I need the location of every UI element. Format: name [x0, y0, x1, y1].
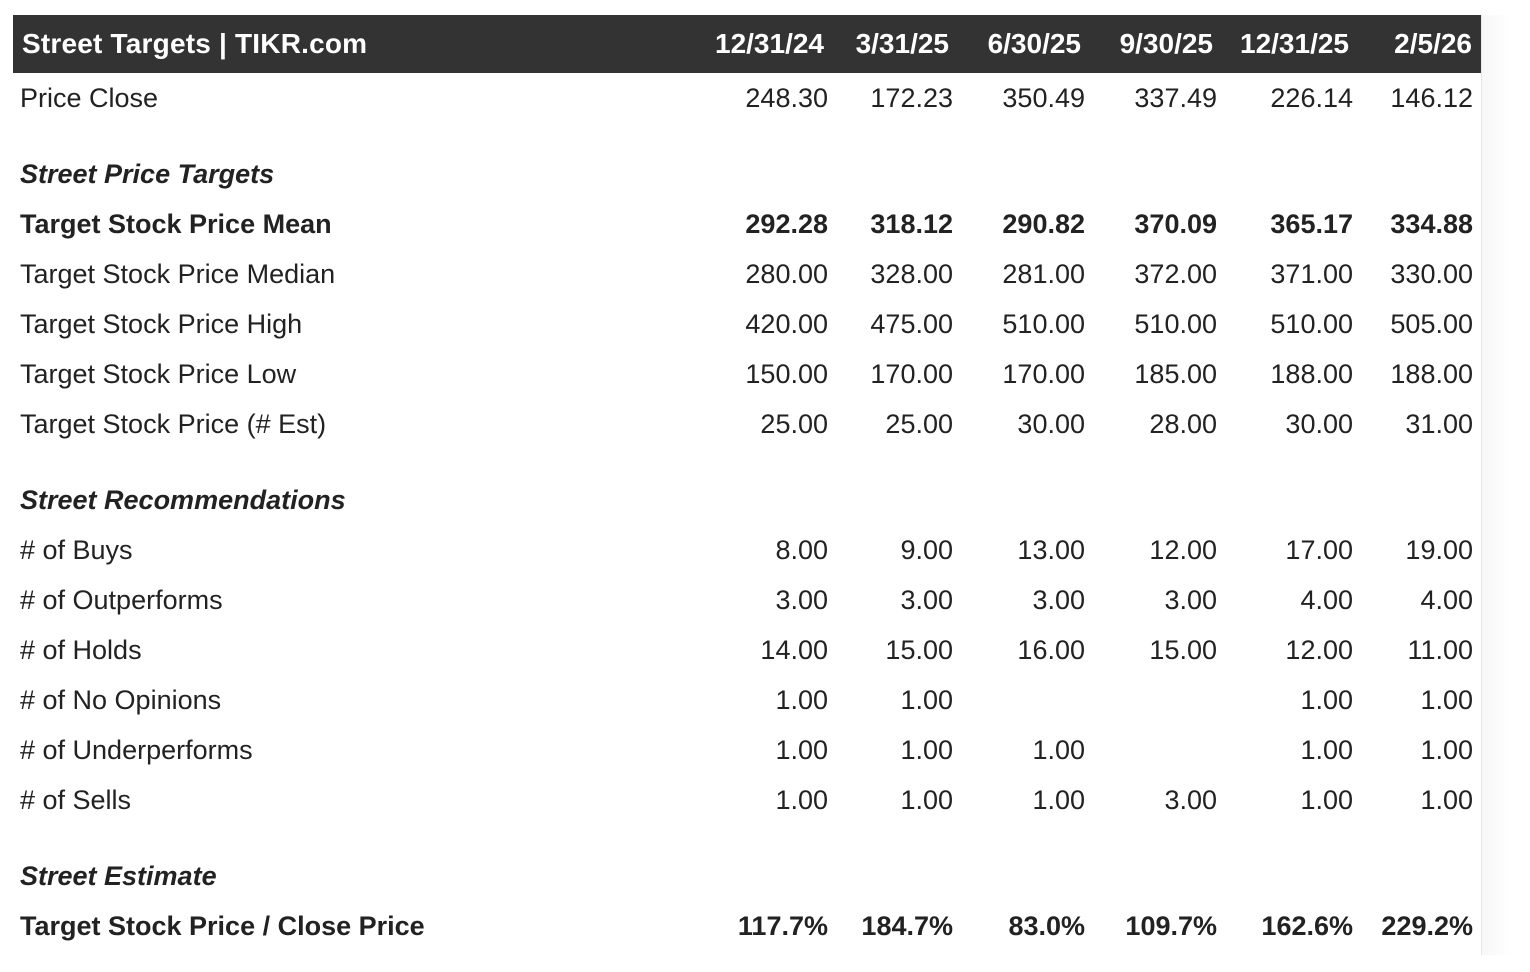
table-cell: 505.00 — [1390, 309, 1473, 339]
table-row-target-num-est — [13, 401, 1481, 451]
table-row-target-low — [13, 351, 1481, 401]
table-cell: 172.23 — [870, 83, 953, 113]
row-label: # of Holds — [20, 635, 142, 665]
table-cell: 14.00 — [760, 635, 828, 665]
section-header-recommendations — [13, 477, 1481, 527]
table-cell: 170.00 — [1002, 359, 1085, 389]
table-cell: 365.17 — [1270, 209, 1353, 239]
column-header[interactable]: 2/5/26 — [1394, 28, 1472, 59]
table-cell: 1.00 — [775, 735, 828, 765]
table-cell: 3.00 — [900, 585, 953, 615]
table-cell: 350.49 — [1002, 83, 1085, 113]
table-cell: 318.12 — [870, 209, 953, 239]
table-cell: 328.00 — [870, 259, 953, 289]
table-cell: 1.00 — [1032, 735, 1085, 765]
table-cell: 1.00 — [1300, 685, 1353, 715]
table-row-target-mean — [13, 201, 1481, 251]
row-label: Target Stock Price Mean — [20, 209, 332, 239]
table-row-target-median — [13, 251, 1481, 301]
table-cell: 3.00 — [1032, 585, 1085, 615]
table-cell: 1.00 — [1420, 685, 1473, 715]
table-cell: 1.00 — [1420, 735, 1473, 765]
table-cell: 19.00 — [1405, 535, 1473, 565]
table-cell: 150.00 — [745, 359, 828, 389]
table-row-target-high — [13, 301, 1481, 351]
table-cell: 229.2% — [1381, 911, 1473, 941]
table-cell: 12.00 — [1285, 635, 1353, 665]
row-label: # of Outperforms — [20, 585, 223, 615]
table-cell: 334.88 — [1390, 209, 1473, 239]
table-cell: 337.49 — [1134, 83, 1217, 113]
table-cell: 30.00 — [1285, 409, 1353, 439]
row-label: Target Stock Price Low — [20, 359, 297, 389]
table-row-sells — [13, 777, 1481, 827]
table-cell: 475.00 — [870, 309, 953, 339]
table-row-outperforms — [13, 577, 1481, 627]
table-cell: 170.00 — [870, 359, 953, 389]
table-cell: 1.00 — [775, 785, 828, 815]
table-cell: 248.30 — [745, 83, 828, 113]
table-cell: 226.14 — [1270, 83, 1353, 113]
table-cell: 1.00 — [775, 685, 828, 715]
table-cell: 281.00 — [1002, 259, 1085, 289]
row-label: Target Stock Price / Close Price — [20, 911, 425, 941]
table-cell: 13.00 — [1017, 535, 1085, 565]
table-cell: 3.00 — [1164, 585, 1217, 615]
table-cell: 371.00 — [1270, 259, 1353, 289]
table-cell: 8.00 — [775, 535, 828, 565]
table-cell: 1.00 — [1300, 785, 1353, 815]
table-cell: 1.00 — [1032, 785, 1085, 815]
section-title: Street Estimate — [20, 861, 217, 891]
section-title: Street Price Targets — [20, 159, 275, 189]
table-cell: 162.6% — [1261, 911, 1353, 941]
table-cell: 25.00 — [760, 409, 828, 439]
table-cell: 15.00 — [885, 635, 953, 665]
table-cell: 12.00 — [1149, 535, 1217, 565]
table-cell: 330.00 — [1390, 259, 1473, 289]
table-cell: 16.00 — [1017, 635, 1085, 665]
table-row-price-close — [13, 75, 1481, 125]
column-header[interactable]: 12/31/25 — [1240, 28, 1349, 59]
table-row-holds — [13, 627, 1481, 677]
table-cell: 83.0% — [1008, 911, 1085, 941]
table-cell: 25.00 — [885, 409, 953, 439]
table-cell: 280.00 — [745, 259, 828, 289]
section-header-estimate — [13, 853, 1481, 903]
table-row-buys — [13, 527, 1481, 577]
table-cell: 1.00 — [1420, 785, 1473, 815]
table-cell: 9.00 — [900, 535, 953, 565]
table-cell: 372.00 — [1134, 259, 1217, 289]
table-cell: 1.00 — [900, 785, 953, 815]
section-header-price-targets — [13, 151, 1481, 201]
table-cell: 510.00 — [1134, 309, 1217, 339]
table-cell: 109.7% — [1125, 911, 1217, 941]
section-title: Street Recommendations — [20, 485, 346, 515]
table-cell: 117.7% — [737, 911, 828, 941]
row-label: Price Close — [20, 83, 159, 113]
table-cell: 292.28 — [745, 209, 828, 239]
table-row-target-over-close — [13, 903, 1481, 953]
table-cell: 15.00 — [1149, 635, 1217, 665]
table-cell: 510.00 — [1002, 309, 1085, 339]
table-cell: 1.00 — [1300, 735, 1353, 765]
table-cell: 11.00 — [1407, 635, 1473, 665]
column-header[interactable]: 9/30/25 — [1119, 28, 1213, 59]
row-label: # of Underperforms — [20, 735, 253, 765]
row-label: # of Sells — [20, 785, 132, 815]
table-header — [13, 15, 1481, 73]
table-cell: 4.00 — [1300, 585, 1353, 615]
table-cell: 188.00 — [1390, 359, 1473, 389]
table-cell: 31.00 — [1405, 409, 1473, 439]
table-cell: 370.09 — [1134, 209, 1217, 239]
column-header[interactable]: 6/30/25 — [987, 28, 1081, 59]
table-cell: 510.00 — [1270, 309, 1353, 339]
row-label: # of Buys — [20, 535, 133, 565]
table-cell: 290.82 — [1002, 209, 1085, 239]
table-cell: 30.00 — [1017, 409, 1085, 439]
table-title: Street Targets | TIKR.com — [22, 28, 368, 59]
table-cell: 188.00 — [1270, 359, 1353, 389]
table-cell: 28.00 — [1149, 409, 1217, 439]
table-cell: 17.00 — [1285, 535, 1353, 565]
table-cell: 420.00 — [745, 309, 828, 339]
table-cell: 184.7% — [861, 911, 953, 941]
row-label: # of No Opinions — [20, 685, 222, 715]
table-cell: 4.00 — [1420, 585, 1473, 615]
row-label: Target Stock Price (# Est) — [20, 409, 327, 439]
row-label: Target Stock Price Median — [20, 259, 336, 289]
table-row-no-opinions — [13, 677, 1481, 727]
street-targets-table — [13, 15, 1481, 955]
column-header[interactable]: 12/31/24 — [715, 28, 824, 59]
row-label: Target Stock Price High — [20, 309, 303, 339]
column-header[interactable]: 3/31/25 — [855, 28, 949, 59]
table-cell: 1.00 — [900, 685, 953, 715]
scrollbar-track[interactable] — [1481, 15, 1512, 955]
table-cell: 1.00 — [900, 735, 953, 765]
table-cell: 185.00 — [1134, 359, 1217, 389]
table-row-underperforms — [13, 727, 1481, 777]
table-cell: 3.00 — [1164, 785, 1217, 815]
table-cell: 146.12 — [1390, 83, 1473, 113]
table-cell: 3.00 — [775, 585, 828, 615]
